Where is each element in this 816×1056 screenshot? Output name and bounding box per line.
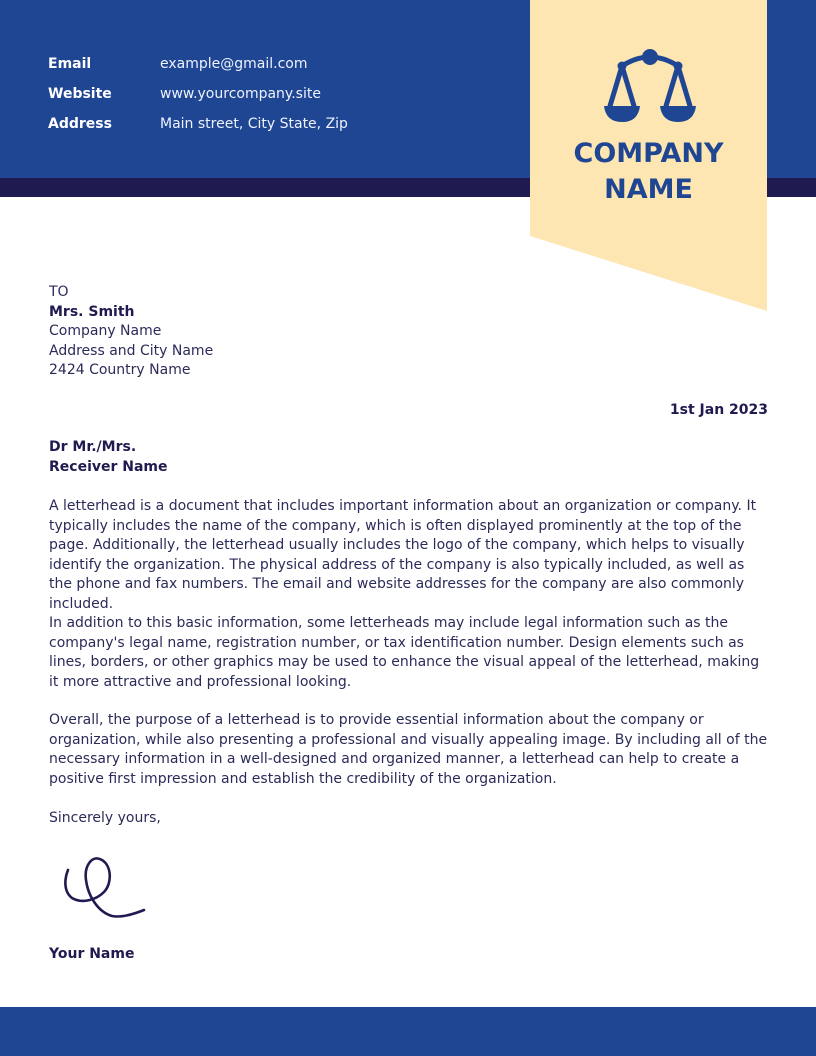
company-name-line1: COMPANY bbox=[573, 138, 724, 169]
scales-of-justice-icon bbox=[600, 46, 700, 126]
recipient-block bbox=[49, 283, 349, 381]
logo-banner bbox=[530, 0, 767, 312]
recipient-country: 2424 Country Name bbox=[49, 362, 191, 379]
email-value[interactable]: example@gmail.com bbox=[160, 56, 308, 72]
company-name-line2: NAME bbox=[604, 174, 693, 205]
closing: Sincerely yours, bbox=[49, 810, 161, 826]
address-label: Address bbox=[48, 116, 112, 132]
body-paragraph-1: A letterhead is a document that includes important information about an organization or company. It typically includes the name of the company, which is often displayed prominently at the top of the page. Additionally, the letterhead usually includes the logo of the company, which helps to visually identify the organization. The physical address of the company is also typically included, as well as the phone and fax numbers. The email and website addresses for the company are also commonly included. bbox=[49, 498, 757, 612]
recipient-to: TO bbox=[49, 284, 69, 300]
salutation bbox=[49, 438, 349, 477]
website-value[interactable]: www.yourcompany.site bbox=[160, 86, 321, 102]
email-label: Email bbox=[48, 56, 92, 72]
recipient-company: Company Name bbox=[49, 323, 162, 340]
body-paragraph-3: Overall, the purpose of a letterhead is to provide essential information about the company or organization, while also presenting a professional and visually appealing image. By including all of the necessary information in a well-designed and organized manner, a letterhead can help to create a positive first impression and establish the credibility of the organization. bbox=[49, 712, 768, 787]
sender-name: Your Name bbox=[49, 946, 135, 962]
website-label: Website bbox=[48, 86, 112, 102]
recipient-address: Address and City Name bbox=[49, 342, 214, 359]
salutation-line1: Dr Mr./Mrs. bbox=[49, 439, 137, 455]
recipient-name: Mrs. Smith bbox=[49, 303, 135, 320]
address-value: Main street, City State, Zip bbox=[160, 116, 348, 132]
salutation-line2: Receiver Name bbox=[49, 458, 168, 475]
company-name bbox=[530, 136, 767, 208]
letter-date: 1st Jan 2023 bbox=[669, 402, 768, 418]
body-paragraph-2: In addition to this basic information, some letterheads may include legal information such as the company's legal name, registration number, or tax identification number. Design elements such as lines, borders, or other graphics may be used to enhance the visual appeal of the letterhead, making it more attractive and professional looking. bbox=[49, 615, 760, 690]
footer-band bbox=[0, 1007, 816, 1056]
signature-icon bbox=[60, 852, 150, 924]
